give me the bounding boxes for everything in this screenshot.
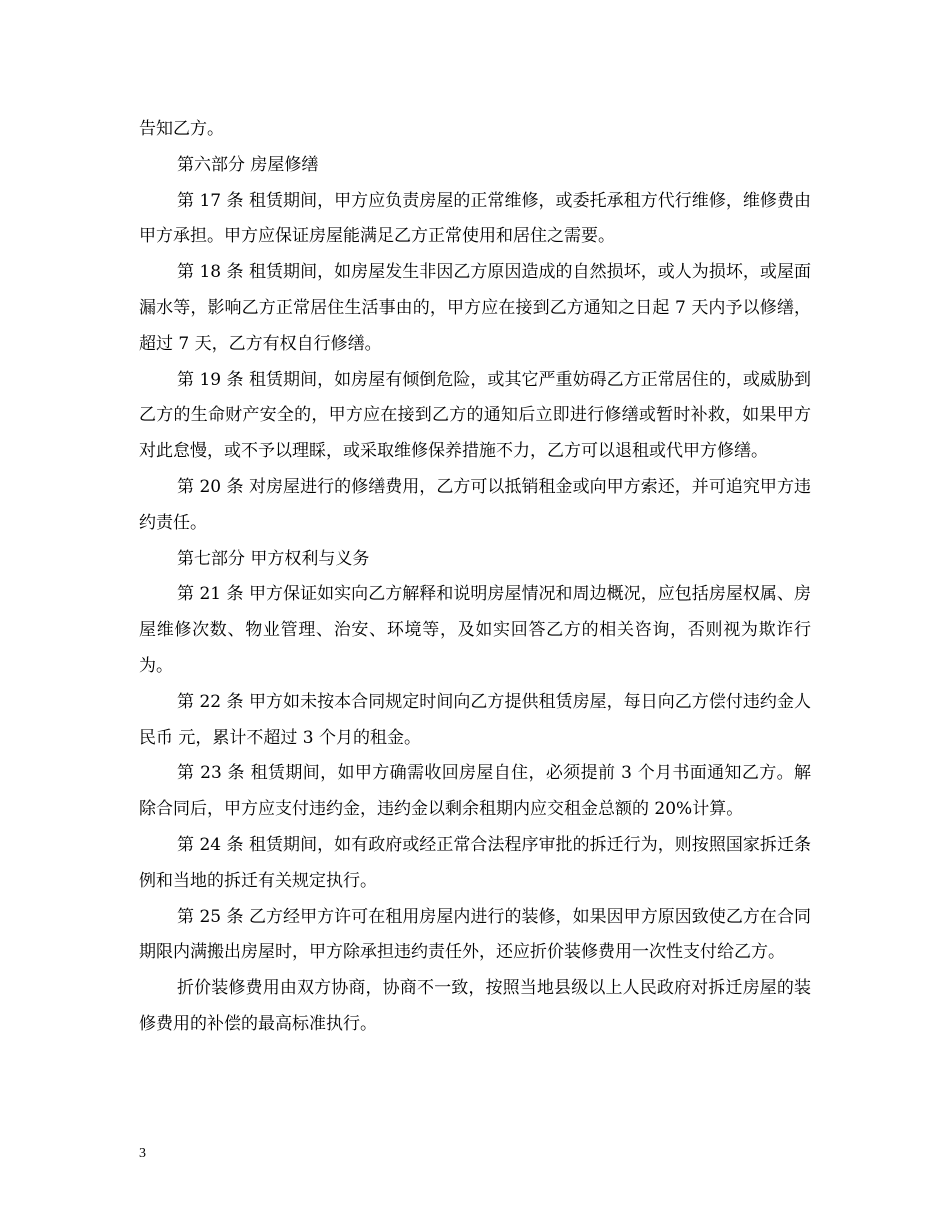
paragraph-continuation: 告知乙方。 (139, 119, 224, 139)
document-body (139, 112, 811, 1043)
article-20: 第 20 条 对房屋进行的修缮费用，乙方可以抵销租金或向甲方索还，并可追究甲方违约责任。 (139, 476, 811, 533)
article-22: 第 22 条 甲方如未按本合同规定时间向乙方提供租赁房屋，每日向乙方偿付违约金人民币 元，累计不超过 3 个月的租金。 (139, 691, 811, 748)
section-heading-part-6: 第六部分 房屋修缮 (177, 154, 319, 175)
article-21: 第 21 条 甲方保证如实向乙方解释和说明房屋情况和周边概况，应包括房屋权属、房屋维修次数、物业管理、治安、环境等，及如实回答乙方的相关咨询，否则视为欺诈行为。 (139, 584, 811, 676)
article-18: 第 18 条 租赁期间，如房屋发生非因乙方原因造成的自然损坏，或人为损坏，或屋面漏水等，影响乙方正常居住生活事由的，甲方应在接到乙方通知之日起 7 天内予以修缮，超过 7 天，乙方有权自行修缮。 (139, 262, 811, 354)
paragraph-compensation: 折价装修费用由双方协商，协商不一致，按照当地县级以上人民政府对拆迁房屋的装修费用的补偿的最高标准执行。 (139, 978, 811, 1034)
article-24: 第 24 条 租赁期间，如有政府或经正常合法程序审批的拆迁行为，则按照国家拆迁条例和当地的拆迁有关规定执行。 (139, 834, 811, 891)
section-heading-part-7: 第七部分 甲方权利与义务 (177, 548, 370, 569)
article-19: 第 19 条 租赁期间，如房屋有倾倒危险，或其它严重妨碍乙方正常居住的，或威胁到乙方的生命财产安全的，甲方应在接到乙方的通知后立即进行修缮或暂时补救，如果甲方对此怠慢，或不予以理睬，或采取维修保养措施不力，乙方可以退租或代甲方修缮。 (139, 369, 811, 462)
article-23: 第 23 条 租赁期间，如甲方确需收回房屋自住，必须提前 3 个月书面通知乙方。解除合同后，甲方应支付违约金，违约金以剩余租期内应交租金总额的 20%计算。 (139, 763, 811, 820)
article-17: 第 17 条 租赁期间，甲方应负责房屋的正常维修，或委托承租方代行维修，维修费由甲方承担。甲方应保证房屋能满足乙方正常使用和居住之需要。 (139, 190, 811, 247)
page-number: 3 (139, 1146, 146, 1161)
article-25: 第 25 条 乙方经甲方许可在租用房屋内进行的装修，如果因甲方原因致使乙方在合同期限内满搬出房屋时，甲方除承担违约责任外，还应折价装修费用一次性支付给乙方。 (139, 906, 811, 963)
